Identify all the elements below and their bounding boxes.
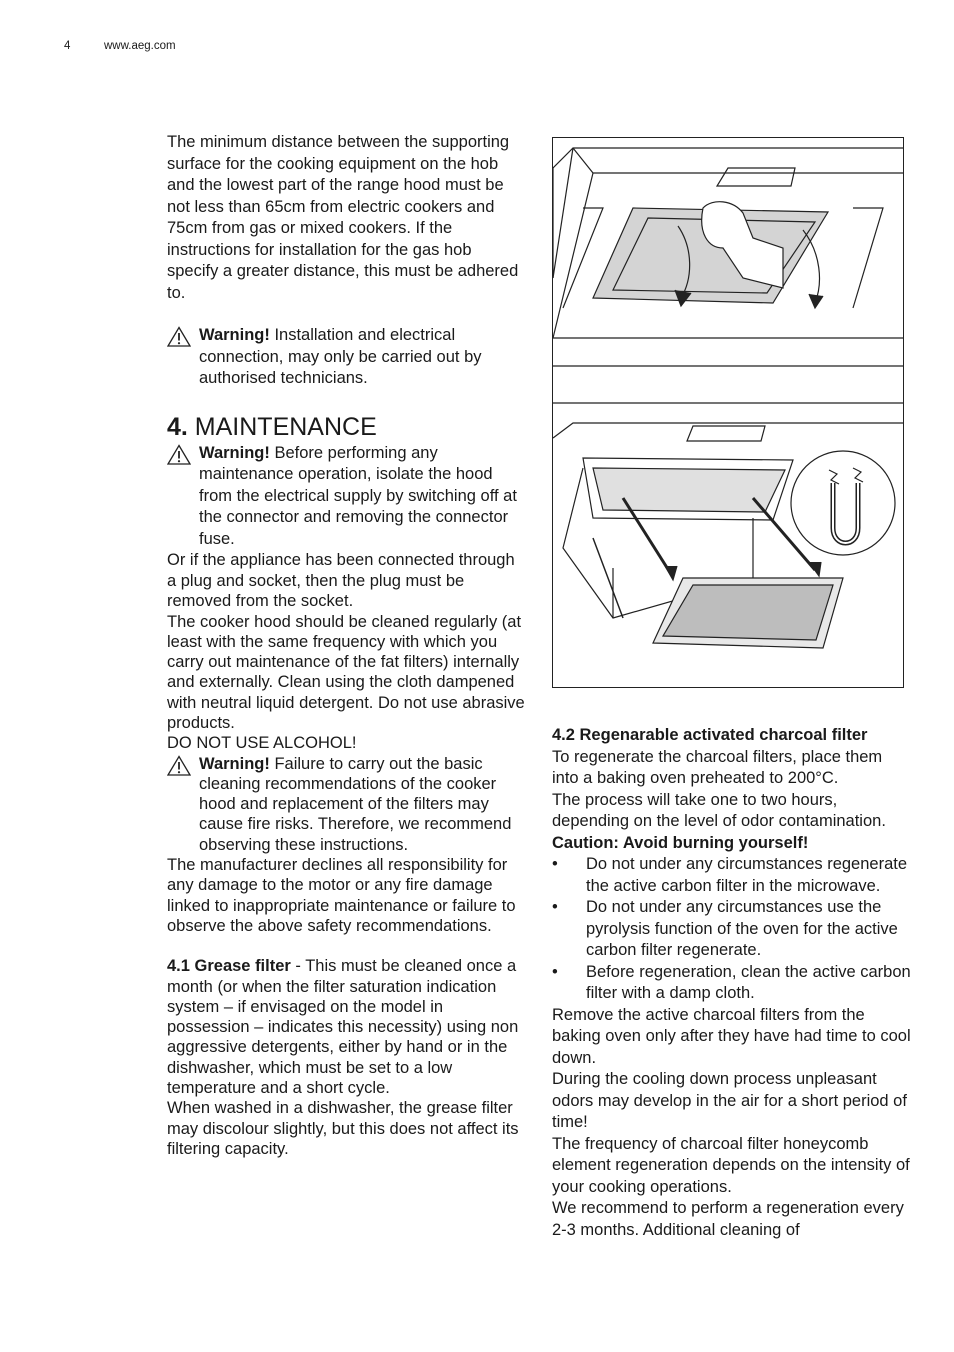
warning-text: Installation and electrical connection, may only be carried out by authorised technicians. [199,326,482,387]
warning-fire-risk [167,754,527,855]
hood-drawing [553,138,903,687]
recommend-paragraph: We recommend to perform a regeneration every 2-3 months. Additional cleaning of [552,1199,904,1239]
grease-filter-paragraph [167,956,527,1098]
warning-maintenance [167,443,527,551]
alcohol-warning: DO NOT USE ALCOHOL! [167,734,357,753]
list-item-text: Before regeneration, clean the active carbon filter with a damp cloth. [586,962,911,1002]
list-item-text: Do not under any circumstances use the pyrolysis function of the oven for the active carbon filter regenerate. [586,898,898,959]
warning-icon [167,755,191,776]
warning-text: Failure to carry out the basic cleaning recommendations of the cooker hood and replacement of the filters may cause fire risks. Therefore, we recommend observing these instructions. [199,754,512,854]
grease-filter-label: 4.1 Grease filter [167,957,291,976]
warning-label: Warning! [199,326,270,344]
left-column [167,132,527,1159]
header-url: www.aeg.com [104,40,176,52]
process-paragraph: The process will take one to two hours, depending on the level of odor contamination. [552,790,886,830]
warning-label: Warning! [199,443,270,462]
section-title: MAINTENANCE [187,412,377,441]
manufacturer-paragraph: The manufacturer declines all responsibility for any damage to the motor or any fire damage linked to inappropriate maintenance or failure to observe the above safety recommendations. [167,856,516,935]
bullet: • [552,855,558,873]
cooling-paragraph: During the cooling down process unpleasant odors may develop in the air for a short period of time! [552,1070,907,1131]
dishwasher-paragraph: When washed in a dishwasher, the grease filter may discolour slightly, but this does not affect its filtering capacity. [167,1099,519,1158]
section-number: 4. [167,412,188,441]
list-item [552,962,912,1005]
maintenance-illustration [552,137,904,688]
intro-paragraph: The minimum distance between the supporting surface for the cooking equipment on the hob and the lowest part of the range hood must be not less than 65cm from electric cookers and 75cm from gas or mixed cookers. If the instructions for installation for the gas hob specify a greater distance, this must be adhered to. [167,133,519,302]
bullet: • [552,898,558,916]
list-item [552,854,912,897]
caution-text: Caution: Avoid burning yourself! [552,833,809,852]
charcoal-filter-title: 4.2 Regenarable activated charcoal filter [552,726,868,744]
grease-filter-text: - This must be cleaned once a month (or when the filter saturation indication system – if envisaged on the model in possession – indicates this necessity) using non aggressive detergents, either by hand or in the dishwasher, which must be set to a low temperature and a short cycle. [167,957,519,1098]
warning-installation [167,325,527,390]
warning-text: Before performing any maintenance operation, isolate the hood from the electrical supply by switching off at the connector and removing the connector fuse. [199,443,517,548]
list-item-text: Do not under any circumstances regenerate the active carbon filter in the microwave. [586,855,908,895]
page-number: 4 [64,40,71,52]
plug-paragraph: Or if the appliance has been connected through a plug and socket, then the plug must be removed from the socket. [167,551,515,610]
regenerate-paragraph: To regenerate the charcoal filters, place them into a baking oven preheated to 200°C. [552,747,883,787]
section-heading [167,412,527,442]
right-column [552,725,912,1241]
remove-paragraph: Remove the active charcoal filters from the baking oven only after they have had time to cool down. [552,1005,911,1067]
warning-icon [167,444,191,465]
frequency-paragraph: The frequency of charcoal filter honeycomb element regeneration depends on the intensity of your cooking operations. [552,1134,910,1196]
bullet: • [552,962,558,981]
warning-label: Warning! [199,754,270,773]
cleaning-paragraph: The cooker hood should be cleaned regularly (at least with the same frequency with which you carry out maintenance of the fat filters) internally and externally. Clean using the cloth dampened with neutral liquid detergent. Do not use abrasive products. [167,612,525,732]
list-item [552,897,912,962]
warning-icon [167,326,191,347]
